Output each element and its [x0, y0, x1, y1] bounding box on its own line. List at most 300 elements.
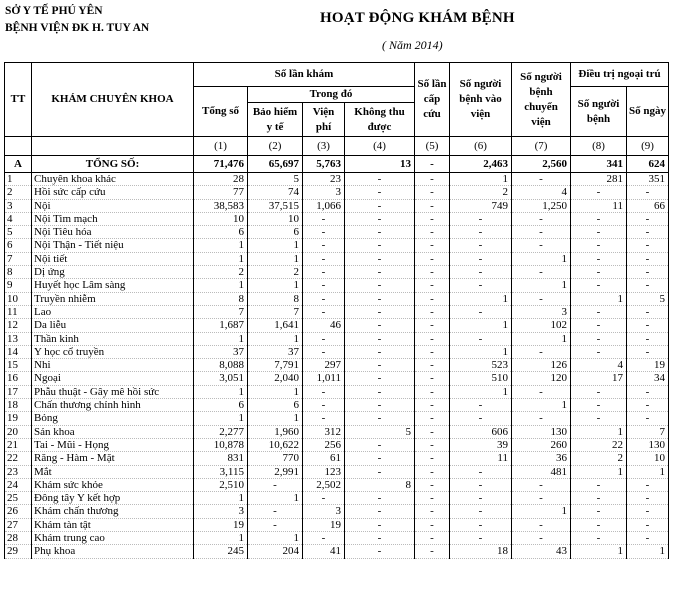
table-cell: -	[345, 199, 415, 212]
table-cell: -	[571, 186, 627, 199]
table-cell: -	[345, 492, 415, 505]
specialty-name: Y học cổ truyền	[32, 345, 194, 358]
row-number: 9	[5, 279, 32, 292]
table-cell: 831	[194, 452, 248, 465]
table-row	[5, 266, 669, 279]
table-cell: -	[450, 492, 512, 505]
exam-activity-table	[4, 62, 669, 559]
col-total: Tổng số	[194, 87, 248, 137]
table-row	[5, 239, 669, 252]
table-cell: 7	[627, 425, 669, 438]
specialty-name: Răng - Hàm - Mặt	[32, 452, 194, 465]
table-cell: -	[450, 226, 512, 239]
table-cell: -	[303, 266, 345, 279]
table-cell: 17	[571, 372, 627, 385]
specialty-name: Nội tiết	[32, 252, 194, 265]
table-cell: -	[627, 266, 669, 279]
table-cell: -	[450, 332, 512, 345]
table-row	[5, 279, 669, 292]
table-cell: -	[415, 505, 450, 518]
table-cell: -	[450, 518, 512, 531]
table-cell: 2,277	[194, 425, 248, 438]
table-cell: 2,510	[194, 478, 248, 491]
table-cell: 3	[303, 505, 345, 518]
table-row	[5, 372, 669, 385]
table-cell: -	[512, 518, 571, 531]
specialty-name: Thần kinh	[32, 332, 194, 345]
table-cell: 2	[248, 266, 303, 279]
table-cell: -	[512, 212, 571, 225]
table-cell: -	[345, 545, 415, 558]
table-cell: -	[248, 478, 303, 491]
specialty-name: Ngoại	[32, 372, 194, 385]
table-cell: 6	[194, 226, 248, 239]
specialty-name: Nội	[32, 199, 194, 212]
table-row	[5, 305, 669, 318]
table-cell: 130	[512, 425, 571, 438]
table-cell: -	[415, 239, 450, 252]
row-number: 1	[5, 173, 32, 186]
table-cell: -	[415, 545, 450, 558]
table-cell: -	[345, 319, 415, 332]
table-cell: 130	[627, 438, 669, 451]
col-patients: Số người bệnh	[571, 87, 627, 137]
table-row	[5, 465, 669, 478]
table-cell: -	[512, 412, 571, 425]
row-number: 16	[5, 372, 32, 385]
col-number: (7)	[512, 137, 571, 156]
table-cell: -	[345, 385, 415, 398]
table-cell: -	[450, 465, 512, 478]
table-cell: 11	[571, 199, 627, 212]
table-cell: 1	[571, 545, 627, 558]
specialty-name: Nhi	[32, 359, 194, 372]
table-cell: 1	[571, 425, 627, 438]
table-cell: -	[512, 478, 571, 491]
table-cell: 1,641	[248, 319, 303, 332]
table-cell: -	[415, 345, 450, 358]
specialty-name: Chuyên khoa khác	[32, 173, 194, 186]
table-cell: -	[345, 465, 415, 478]
specialty-name: Nội Thận - Tiết niệu	[32, 239, 194, 252]
table-cell: 1	[248, 279, 303, 292]
table-cell: -	[345, 292, 415, 305]
table-cell: 6	[248, 226, 303, 239]
table-cell: -	[512, 345, 571, 358]
row-number: 12	[5, 319, 32, 332]
table-cell: -	[627, 332, 669, 345]
table-cell: -	[415, 492, 450, 505]
table-cell: 1	[194, 492, 248, 505]
table-cell: 5	[627, 292, 669, 305]
table-cell: -	[345, 266, 415, 279]
table-cell: 8	[194, 292, 248, 305]
specialty-name: Tai - Mũi - Họng	[32, 438, 194, 451]
table-cell: 1	[450, 292, 512, 305]
row-number: 13	[5, 332, 32, 345]
table-cell: 2	[571, 452, 627, 465]
table-cell: 1	[450, 385, 512, 398]
table-cell: 10	[627, 452, 669, 465]
table-cell: -	[303, 305, 345, 318]
table-cell: 351	[627, 173, 669, 186]
table-cell: -	[303, 252, 345, 265]
table-cell: -	[627, 226, 669, 239]
table-row	[5, 359, 669, 372]
table-cell: 204	[248, 545, 303, 558]
row-number: 26	[5, 505, 32, 518]
table-cell: -	[450, 505, 512, 518]
table-cell: -	[415, 452, 450, 465]
table-cell: -	[415, 266, 450, 279]
table-cell: -	[571, 252, 627, 265]
table-cell: 1	[512, 332, 571, 345]
table-cell: -	[248, 505, 303, 518]
table-cell: 77	[194, 186, 248, 199]
col-outpatient-group: Điều trị ngoại trú	[571, 63, 669, 87]
table-cell: -	[415, 438, 450, 451]
col-number: (3)	[303, 137, 345, 156]
table-cell: 5	[345, 425, 415, 438]
table-cell: 10	[248, 212, 303, 225]
table-cell: 46	[303, 319, 345, 332]
table-cell: -	[415, 199, 450, 212]
table-row	[5, 199, 669, 212]
table-row	[5, 478, 669, 491]
table-cell: -	[303, 492, 345, 505]
col-of-which: Trong đó	[248, 87, 415, 103]
table-cell: 39	[450, 438, 512, 451]
data-rows	[5, 173, 669, 559]
table-cell: 36	[512, 452, 571, 465]
col-number: (9)	[627, 137, 669, 156]
total-cell: 13	[345, 156, 415, 173]
table-cell: 5	[248, 173, 303, 186]
table-cell: 19	[627, 359, 669, 372]
specialty-name: Khám tàn tật	[32, 518, 194, 531]
table-cell: -	[571, 505, 627, 518]
table-cell: 4	[571, 359, 627, 372]
total-cell: A	[5, 156, 32, 173]
table-cell: 123	[303, 465, 345, 478]
table-cell: 1	[248, 492, 303, 505]
table-cell: 1	[248, 385, 303, 398]
table-cell: 510	[450, 372, 512, 385]
table-cell: -	[415, 518, 450, 531]
table-cell: -	[345, 359, 415, 372]
table-cell: 1,687	[194, 319, 248, 332]
table-cell: -	[345, 305, 415, 318]
table-cell: 1,011	[303, 372, 345, 385]
table-row	[5, 545, 669, 558]
row-number: 18	[5, 399, 32, 412]
table-cell: 126	[512, 359, 571, 372]
specialty-name: Khám trung cao	[32, 532, 194, 545]
col-number: (4)	[345, 137, 415, 156]
table-cell: -	[415, 399, 450, 412]
table-cell: 1	[194, 239, 248, 252]
table-cell: -	[415, 186, 450, 199]
row-number: 15	[5, 359, 32, 372]
table-row	[5, 532, 669, 545]
row-number: 29	[5, 545, 32, 558]
table-cell: -	[627, 239, 669, 252]
specialty-name: Khám sức khỏe	[32, 478, 194, 491]
table-cell: -	[303, 226, 345, 239]
table-cell: 7	[248, 305, 303, 318]
table-cell: -	[627, 279, 669, 292]
specialty-name: Hồi sức cấp cứu	[32, 186, 194, 199]
table-cell: 41	[303, 545, 345, 558]
header-left	[5, 3, 149, 37]
table-cell: 19	[303, 518, 345, 531]
table-row	[5, 399, 669, 412]
col-visits-group: Số lần khám	[194, 63, 415, 87]
table-cell: 2	[450, 186, 512, 199]
table-cell: 1	[194, 279, 248, 292]
table-cell: -	[303, 399, 345, 412]
table-cell: 43	[512, 545, 571, 558]
table-cell: -	[415, 465, 450, 478]
table-cell: -	[512, 226, 571, 239]
specialty-name: Chấn thương chỉnh hình	[32, 399, 194, 412]
table-cell: -	[571, 532, 627, 545]
table-cell: -	[571, 332, 627, 345]
table-row	[5, 332, 669, 345]
row-number: 5	[5, 226, 32, 239]
specialty-name: Đông tây Y kết hợp	[32, 492, 194, 505]
table-cell: -	[512, 266, 571, 279]
table-cell: -	[627, 345, 669, 358]
table-cell: -	[345, 399, 415, 412]
table-cell: -	[627, 532, 669, 545]
table-cell: 10,622	[248, 438, 303, 451]
table-cell: 8	[248, 292, 303, 305]
table-cell: -	[512, 385, 571, 398]
report-year: ( Năm 2014)	[382, 38, 443, 52]
col-number: (1)	[194, 137, 248, 156]
specialty-name: Lao	[32, 305, 194, 318]
table-cell: -	[627, 505, 669, 518]
table-cell: 2,040	[248, 372, 303, 385]
table-cell: 10,878	[194, 438, 248, 451]
table-cell: -	[345, 173, 415, 186]
table-cell: -	[345, 452, 415, 465]
row-number: 20	[5, 425, 32, 438]
table-cell: 2,991	[248, 465, 303, 478]
table-cell: -	[512, 173, 571, 186]
table-cell: 1	[627, 545, 669, 558]
table-cell: 481	[512, 465, 571, 478]
specialty-name: Phẫu thuật - Gây mê hồi sức	[32, 385, 194, 398]
department-name: SỞ Y TẾ PHÚ YÊN	[5, 5, 103, 17]
table-row	[5, 438, 669, 451]
table-cell: 1	[248, 252, 303, 265]
row-number: 11	[5, 305, 32, 318]
col-specialty: KHÁM CHUYÊN KHOA	[32, 63, 194, 137]
table-cell: 18	[450, 545, 512, 558]
table-cell: 6	[194, 399, 248, 412]
table-cell: 1	[248, 239, 303, 252]
table-cell: -	[571, 518, 627, 531]
table-cell: -	[415, 173, 450, 186]
table-cell: -	[512, 492, 571, 505]
row-number: 7	[5, 252, 32, 265]
specialty-name: Mắt	[32, 465, 194, 478]
table-cell: -	[345, 438, 415, 451]
table-cell: -	[627, 478, 669, 491]
specialty-name: Phụ khoa	[32, 545, 194, 558]
table-cell: -	[627, 319, 669, 332]
row-number: 21	[5, 438, 32, 451]
table-cell: -	[571, 492, 627, 505]
table-cell: 260	[512, 438, 571, 451]
table-cell: 37,515	[248, 199, 303, 212]
table-cell: -	[450, 399, 512, 412]
table-cell: -	[303, 532, 345, 545]
table-cell: 61	[303, 452, 345, 465]
table-cell: 1	[248, 412, 303, 425]
table-cell: 1	[450, 345, 512, 358]
total-cell: 71,476	[194, 156, 248, 173]
table-cell: -	[571, 226, 627, 239]
table-cell: 770	[248, 452, 303, 465]
table-cell: -	[450, 412, 512, 425]
table-cell: 1,250	[512, 199, 571, 212]
table-cell: -	[415, 292, 450, 305]
table-cell: -	[415, 319, 450, 332]
table-cell: -	[627, 252, 669, 265]
total-cell: 65,697	[248, 156, 303, 173]
table-cell: -	[415, 425, 450, 438]
table-cell: -	[345, 532, 415, 545]
table-cell: 256	[303, 438, 345, 451]
table-cell: -	[248, 518, 303, 531]
table-row	[5, 518, 669, 531]
specialty-name: Dị ứng	[32, 266, 194, 279]
col-fee: Viện phí	[303, 103, 345, 137]
row-number: 3	[5, 199, 32, 212]
table-cell: -	[450, 212, 512, 225]
table-cell: 1,960	[248, 425, 303, 438]
table-cell: 749	[450, 199, 512, 212]
table-cell: -	[571, 478, 627, 491]
table-cell: 22	[571, 438, 627, 451]
table-cell: -	[303, 345, 345, 358]
table-cell: 19	[194, 518, 248, 531]
table-cell: 3	[194, 505, 248, 518]
table-cell: 1	[450, 173, 512, 186]
table-cell: -	[571, 239, 627, 252]
table-cell: 8,088	[194, 359, 248, 372]
table-cell: 28	[194, 173, 248, 186]
row-number: 28	[5, 532, 32, 545]
table-cell: -	[345, 518, 415, 531]
table-cell: -	[571, 279, 627, 292]
table-cell: -	[345, 345, 415, 358]
table-cell: -	[450, 532, 512, 545]
table-cell: -	[345, 239, 415, 252]
table-row	[5, 252, 669, 265]
specialty-name: Khám chấn thương	[32, 505, 194, 518]
row-number: 27	[5, 518, 32, 531]
table-row	[5, 492, 669, 505]
table-cell: -	[627, 186, 669, 199]
table-cell: 23	[303, 173, 345, 186]
col-number: (8)	[571, 137, 627, 156]
table-cell: -	[627, 518, 669, 531]
table-cell: -	[512, 239, 571, 252]
row-number: 4	[5, 212, 32, 225]
table-cell: 1	[627, 465, 669, 478]
table-cell: -	[415, 252, 450, 265]
table-cell: 523	[450, 359, 512, 372]
table-cell: 3	[303, 186, 345, 199]
table-cell: 1	[194, 385, 248, 398]
row-number: 23	[5, 465, 32, 478]
table-cell: -	[415, 212, 450, 225]
row-number: 17	[5, 385, 32, 398]
table-cell: -	[303, 212, 345, 225]
table-cell: 1	[512, 399, 571, 412]
row-number: 2	[5, 186, 32, 199]
row-number: 8	[5, 266, 32, 279]
table-cell: -	[345, 412, 415, 425]
total-cell: 5,763	[303, 156, 345, 173]
table-cell: 1	[571, 292, 627, 305]
table-row	[5, 412, 669, 425]
table-cell: -	[345, 252, 415, 265]
table-row	[5, 212, 669, 225]
table-cell: 10	[194, 212, 248, 225]
table-cell: 245	[194, 545, 248, 558]
table-cell: -	[415, 359, 450, 372]
total-cell: -	[415, 156, 450, 173]
table-cell: 297	[303, 359, 345, 372]
table-cell: -	[571, 399, 627, 412]
table-cell: 38,583	[194, 199, 248, 212]
table-cell: -	[345, 279, 415, 292]
hospital-name: BỆNH VIỆN ĐK H. TUY AN	[5, 22, 150, 34]
table-cell: -	[303, 412, 345, 425]
table-cell: 606	[450, 425, 512, 438]
table-cell: 281	[571, 173, 627, 186]
specialty-name: Da liễu	[32, 319, 194, 332]
table-cell: -	[303, 332, 345, 345]
column-number-row	[5, 137, 669, 156]
table-cell: -	[450, 305, 512, 318]
table-cell: -	[627, 399, 669, 412]
table-cell: 1	[512, 252, 571, 265]
table-cell: -	[450, 266, 512, 279]
col-admitted: Số người bệnh vào viện	[450, 63, 512, 137]
total-cell: 341	[571, 156, 627, 173]
table-cell: 37	[194, 345, 248, 358]
col-number: (5)	[415, 137, 450, 156]
table-cell: 3,115	[194, 465, 248, 478]
table-cell: 3,051	[194, 372, 248, 385]
table-cell: 2	[194, 266, 248, 279]
table-row	[5, 226, 669, 239]
table-cell: 4	[512, 186, 571, 199]
table-cell: -	[571, 319, 627, 332]
specialty-name: Sản khoa	[32, 425, 194, 438]
col-emergency: Số lần cấp cứu	[415, 63, 450, 137]
table-cell: 8	[345, 478, 415, 491]
table-cell: 1	[194, 412, 248, 425]
table-cell: -	[303, 239, 345, 252]
table-cell: -	[627, 492, 669, 505]
